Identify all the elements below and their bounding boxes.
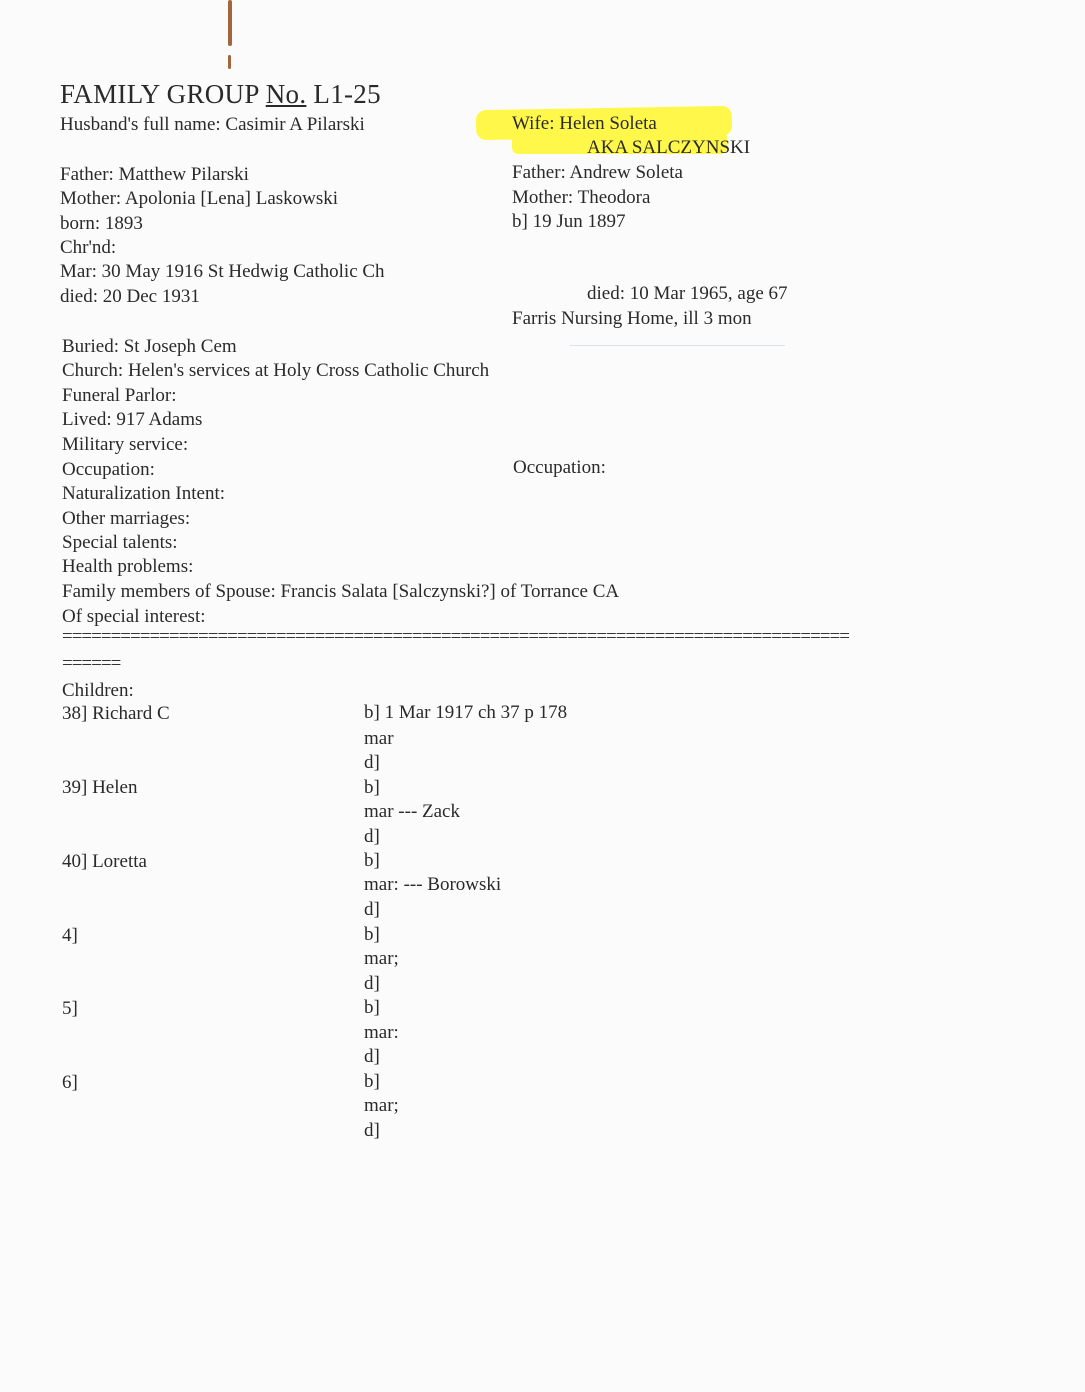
husband-father: Father: Matthew Pilarski — [60, 164, 249, 185]
child-born: b] — [364, 777, 380, 798]
title-no: No. — [265, 79, 307, 109]
child-died: d] — [364, 1046, 380, 1067]
child-married: mar; — [364, 948, 399, 969]
wife-aka: AKA SALCZYNSKI — [587, 137, 751, 158]
children-heading: Children: — [62, 680, 134, 701]
spouse-family-members: Family members of Spouse: Francis Salata [Salczynski?] of Torrance CA — [62, 581, 620, 602]
child-born: b] — [364, 850, 380, 871]
child-died: d] — [364, 1120, 380, 1141]
buried: Buried: St Joseph Cem — [62, 336, 237, 357]
husband-died: died: 20 Dec 1931 — [60, 286, 200, 307]
child-died: d] — [364, 899, 380, 920]
naturalization-intent: Naturalization Intent: — [62, 483, 226, 504]
pen-mark — [228, 0, 232, 46]
child-died: d] — [364, 973, 380, 994]
wife-died: died: 10 Mar 1965, age 67 — [587, 283, 788, 304]
pen-mark-tail — [228, 55, 231, 69]
child-name: 38] Richard C — [62, 703, 170, 724]
husband-christened: Chr'nd: — [60, 237, 117, 258]
child-married: mar --- Zack — [364, 801, 460, 822]
wife-occupation: Occupation: — [513, 457, 606, 478]
separator-line-wrap: ====== — [62, 657, 121, 671]
church: Church: Helen's services at Holy Cross Catholic Church — [62, 360, 490, 381]
husband-occupation: Occupation: — [62, 459, 155, 480]
title-prefix: FAMILY GROUP — [60, 79, 266, 109]
wife-father: Father: Andrew Soleta — [512, 162, 683, 183]
lived: Lived: 917 Adams — [62, 409, 203, 430]
husband-mother: Mother: Apolonia [Lena] Laskowski — [60, 188, 339, 209]
military-service: Military service: — [62, 434, 189, 455]
faint-rule — [570, 345, 785, 346]
child-married: mar: — [364, 1022, 399, 1043]
other-marriages: Other marriages: — [62, 508, 191, 529]
health-problems: Health problems: — [62, 556, 194, 577]
separator-line: ================================================================================= — [62, 630, 849, 644]
child-married: mar: --- Borowski — [364, 874, 502, 895]
husband-born: born: 1893 — [60, 213, 143, 234]
wife-born: b] 19 Jun 1897 — [512, 211, 626, 232]
child-died: d] — [364, 752, 380, 773]
child-married: mar — [364, 728, 394, 749]
title-id: L1-25 — [306, 79, 381, 109]
wife-mother: Mother: Theodora — [512, 187, 651, 208]
page-title — [60, 78, 381, 110]
child-born: b] — [364, 924, 380, 945]
child-married: mar; — [364, 1095, 399, 1116]
husband-marriage: Mar: 30 May 1916 St Hedwig Catholic Ch — [60, 261, 385, 282]
child-born: b] — [364, 1071, 380, 1092]
husband-full-name: Husband's full name: Casimir A Pilarski — [60, 114, 365, 135]
child-name: 40] Loretta — [62, 851, 147, 872]
child-name: 4] — [62, 925, 78, 946]
special-interest: Of special interest: — [62, 606, 206, 627]
special-talents: Special talents: — [62, 532, 178, 553]
child-born: b] — [364, 997, 380, 1018]
child-name: 39] Helen — [62, 777, 138, 798]
wife-nursing-home: Farris Nursing Home, ill 3 mon — [512, 308, 752, 329]
child-born: b] 1 Mar 1917 ch 37 p 178 — [364, 702, 568, 723]
child-name: 5] — [62, 998, 78, 1019]
funeral-parlor: Funeral Parlor: — [62, 385, 177, 406]
child-died: d] — [364, 826, 380, 847]
wife-name: Wife: Helen Soleta — [512, 113, 657, 134]
child-name: 6] — [62, 1072, 78, 1093]
